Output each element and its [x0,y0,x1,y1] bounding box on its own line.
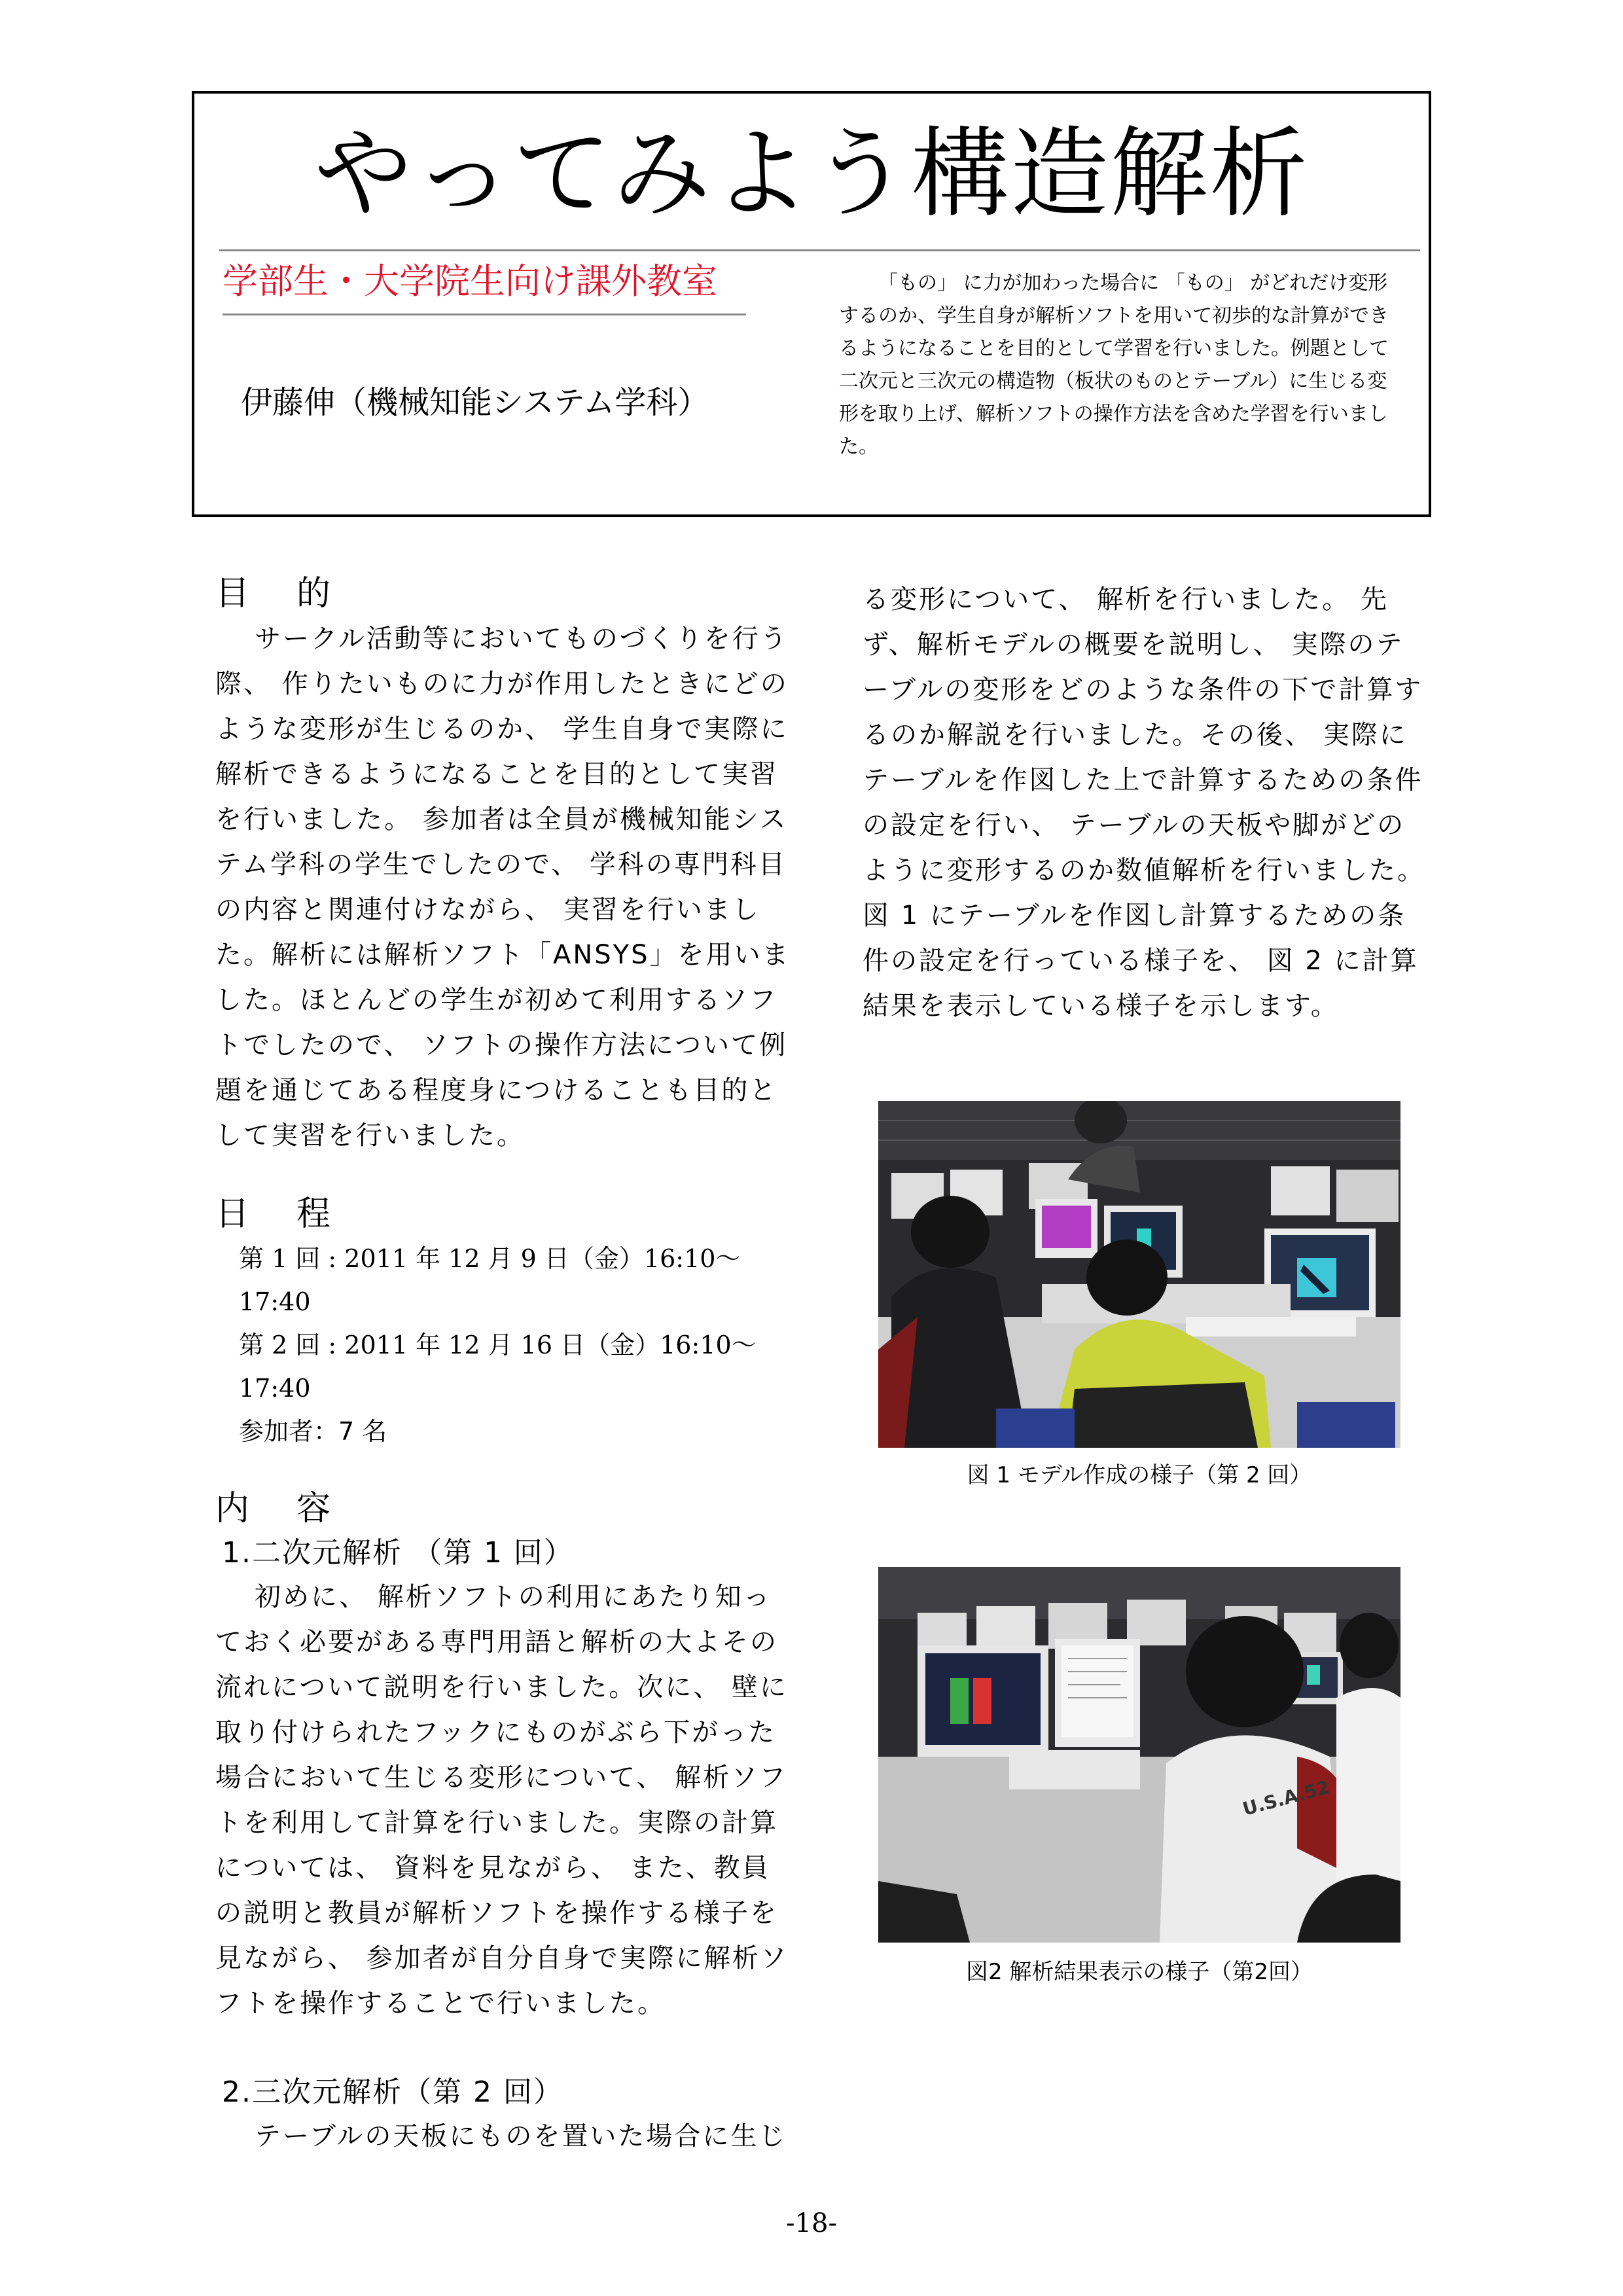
figure-1-photo [878,1101,1400,1448]
part2-body-continued: る変形について、 解析を行いました。 先ず、解析モデルの概要を説明し、 実際のテーブルの変形をどのような条件の下で計算するのか解説を行いました。その後、 実際にテーブルを作図した上で計算するための条件の設定を行い、 テーブルの天板や脚がどのように変形するのか数値解析を行いました。図 1 にテーブルを作図し計算するための条件の設定を行っている様子を、 図 2 に計算結果を表示している様子を示します。 [863,584,1425,1021]
subtitle-divider [223,314,746,315]
subtitle: 学部生・大学院生向け課外教室 [223,260,717,302]
title-divider [219,249,1420,251]
figure-2-photo [878,1567,1400,1943]
part1-body: 初めに、 解析ソフトの利用にあたり知っておく必要がある専門用語と解析の大よその流れについて説明を行いました。次に、 壁に取り付けられたフックにものがぶら下がった場合において生じる変形について、 解析ソフトを利用して計算を行いました。実際の計算については、 資料を見ながら、 また、教員の説明と教員が解析ソフトを操作する様子を見ながら、 参加者が自分自身で実際に解析ソフトを操作することで行いました。 [215,1582,789,2018]
part2-title: 2.三次元解析（第 2 回） [222,2075,563,2109]
figure-2-caption: 図2 解析結果表示の様子（第2回） [965,1959,1313,1985]
schedule-session-1: 第 1 回 : 2011 年 12 月 9 日（金）16:10～17:40 [239,1244,741,1316]
part1-title: 1.二次元解析 （第 1 回） [222,1536,574,1570]
part2-body-start: テーブルの天板にものを置いた場合に生じ [255,2121,787,2151]
purpose-heading: 目 的 [215,574,331,613]
summary: 「もの」 に力が加わった場合に 「もの」 がどれだけ変形するのか、学生自身が解析ソフトを用いて初歩的な計算ができるようになることを目的として学習を行いました。例題として二次元と三次元の構造物（板状のものとテーブル）に生じる変形を取り上げ、解析ソフトの操作方法を含めた学習を行いました。 [839,272,1389,458]
content-heading: 内 容 [215,1489,331,1528]
figure-1-caption: 図 1 モデル作成の様子（第 2 回） [967,1462,1312,1488]
left-column [215,571,791,2159]
schedule-participants: 参加者：7 名 [239,1417,387,1446]
page-title: やってみよう構造解析 [313,117,1309,231]
author: 伊藤伸（機械知能システム学科） [241,384,709,421]
shirt-print: U.S.A.52 [1240,1776,1332,1820]
page-number: -18- [786,2208,837,2238]
right-column [863,577,1432,1029]
purpose-body: サークル活動等においてものづくりを行う際、 作りたいものに力が作用したときにどのような変形が生じるのか、 学生自身で実際に解析できるようになることを目的として実習を行いました。 参加者は全員が機械知能システム学科の学生でしたので、 学科の専門科目の内容と関連付けながら、 実習を行いました。解析には解析ソフト「ANSYS」を用いました。ほとんどの学生が初めて利用するソフトでしたので、 ソフトの操作方法について例題を通じてある程度身につけることも目的として実習を行いました。 [215,624,791,1151]
schedule-heading: 日 程 [215,1194,331,1234]
schedule-session-2: 第 2 回 : 2011 年 12 月 16 日（金）16:10～17:40 [239,1331,757,1403]
